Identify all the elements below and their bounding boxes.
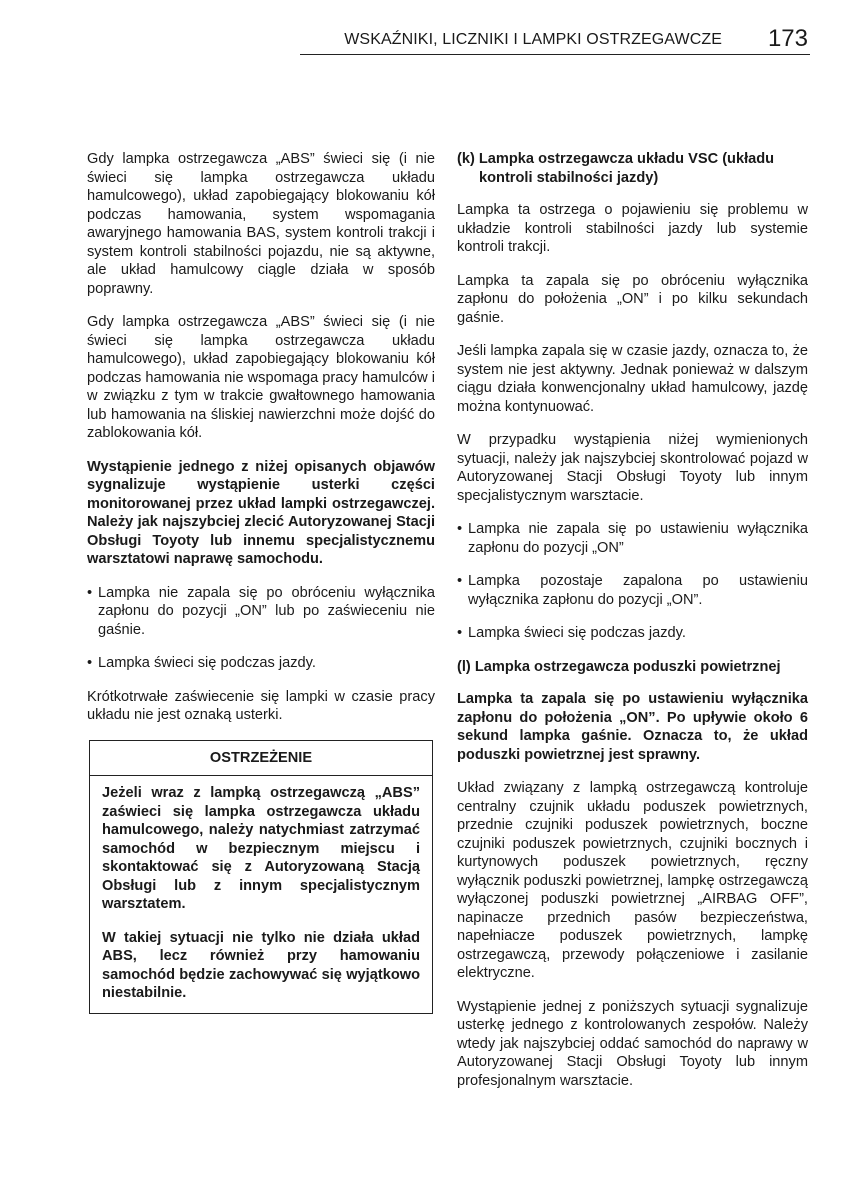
- list-item-text: Lampka pozostaje zapalona po ustawieniu wyłącznika zapłonu do pozycji „ON”.: [468, 573, 808, 608]
- bullet-icon: •: [457, 521, 463, 537]
- page-number: 173: [767, 25, 808, 52]
- list-item-text: Lampka nie zapala się po ustawieniu wyłącznika zapłonu do pozycji „ON”: [468, 521, 808, 556]
- paragraph: Jeśli lampka zapala się w czasie jazdy, oznacza to, że system nie jest aktywny. Jednak ponieważ w dalszym ciągu działa konwencjonalny układ hamulcowy, jazdę można kontynuować.: [457, 343, 808, 415]
- warning-title: OSTRZEŻENIE: [90, 749, 432, 777]
- paragraph: Gdy lampka ostrzegawcza „ABS” świeci się (i nie świeci się lampka ostrzegawcza układu hamulcowego), układ zapobiegający blokowaniu kół podczas hamowania nie wspomaga pracy hamulców i w związku z tym w trakcie gwałtownego hamowania lub hamowania na śliskiej nawierzchni może dojść do zablokowania kół.: [87, 314, 435, 441]
- bullet-icon: •: [457, 625, 463, 641]
- bullet-icon: •: [87, 655, 93, 671]
- header-title: WSKAŹNIKI, LICZNIKI I LAMPKI OSTRZEGAWCZE: [344, 31, 722, 48]
- warning-box: [89, 740, 433, 1014]
- list-item: [87, 584, 435, 640]
- left-column: [87, 150, 435, 1014]
- paragraph: Lampka ta zapala się po obróceniu wyłącznika zapłonu do położenia „ON” i po kilku sekundach gaśnie.: [457, 272, 808, 326]
- section-heading-l: (l) Lampka ostrzegawcza poduszki powietrznej: [457, 658, 781, 675]
- section-heading-k: (k) Lampka ostrzegawcza układu VSC (układu kontroli stabilności jazdy): [457, 151, 775, 186]
- bold-paragraph: Lampka ta zapala się po ustawieniu wyłącznika zapłonu do położenia „ON”. Po upływie około 6 sekund lampka gaśnie. Oznacza to, że układ poduszki powietrznej jest sprawny.: [457, 691, 808, 763]
- list-item-text: Lampka świeci się podczas jazdy.: [98, 655, 316, 671]
- list-item: [457, 520, 808, 557]
- list-item: [87, 654, 435, 673]
- list-item-text: Lampka nie zapala się po obróceniu wyłącznika zapłonu do pozycji „ON” lub po zaświeceniu nie gaśnie.: [98, 584, 435, 638]
- paragraph: W przypadku wystąpienia niżej wymienionych sytuacji, należy jak najszybciej skontrolować pojazd w Autoryzowanej Stacji Obsługi Toyoty lub innym specjalistycznym warsztacie.: [457, 432, 808, 504]
- paragraph: Lampka ta ostrzega o pojawieniu się problemu w układzie kontroli stabilności jazdy lub systemie kontroli trakcji.: [457, 202, 808, 255]
- warning-paragraph: Jeżeli wraz z lampką ostrzegawczą „ABS” zaświeci się lampka ostrzegawcza układu hamulcowego, należy natychmiast zatrzymać samochód w bezpiecznym miejscu i skontaktować się z Autoryzowaną Stacją Obsługi lub z innym specjalistycznym warsztatem.: [102, 785, 420, 912]
- paragraph: Krótkotrwałe zaświecenie się lampki w czasie pracy układu nie jest oznaką usterki.: [87, 688, 435, 723]
- list-item: [457, 572, 808, 609]
- list-item-text: Lampka świeci się podczas jazdy.: [468, 625, 686, 641]
- bullet-icon: •: [457, 573, 463, 589]
- bullet-icon: •: [87, 584, 93, 601]
- right-column: [457, 150, 808, 1105]
- page-header: [300, 22, 810, 55]
- list-item: [457, 624, 808, 643]
- bold-paragraph: Wystąpienie jednego z niżej opisanych objawów sygnalizuje wystąpienie usterki części monitorowanej przez układ lampki ostrzegawczej. Należy jak najszybciej zlecić Autoryzowanej Stacji Obsługi Toyoty lub innemu specjalistycznemu warsztatowi naprawę samochodu.: [87, 458, 435, 567]
- paragraph: Gdy lampka ostrzegawcza „ABS” świeci się (i nie świeci się lampka ostrzegawcza układu hamulcowego), układ zapobiegający blokowaniu kół podczas hamowania, system wspomagania awaryjnego hamowania BAS, system kontroli trakcji i system kontroli stabilności pojazdu, nie są aktywne, ale układ hamulcowy ciągle działa w sposób poprawny.: [87, 151, 435, 297]
- paragraph: Układ związany z lampką ostrzegawczą kontroluje centralny czujnik układu poduszek powietrznych, przednie czujniki poduszek powietrznych, boczne czujniki poduszek powietrznych, czujniki bocznych i kurtynowych poduszek powietrznych, ręczny wyłącznik poduszki powietrznej, lampkę ostrzegawczą wyłączonej poduszki powietrznej „AIRBAG OFF”, napinacze przednich pasów bezpieczeństwa, napełniacze poduszek powietrznych, lampkę ostrzegawczą, przewody połączeniowe i zasilanie elektryczne.: [457, 780, 808, 981]
- paragraph: Wystąpienie jednej z poniższych sytuacji sygnalizuje usterkę jednego z kontrolowanych zespołów. Należy wtedy jak najszybciej oddać samochód do naprawy w Autoryzowanej Stacji Obsługi Toyoty lub innym profesjonalnym warsztacie.: [457, 998, 808, 1089]
- warning-paragraph: W takiej sytuacji nie tylko nie działa układ ABS, lecz również przy hamowaniu samochód będzie zachowywać się wyjątkowo niestabilnie.: [102, 929, 420, 1001]
